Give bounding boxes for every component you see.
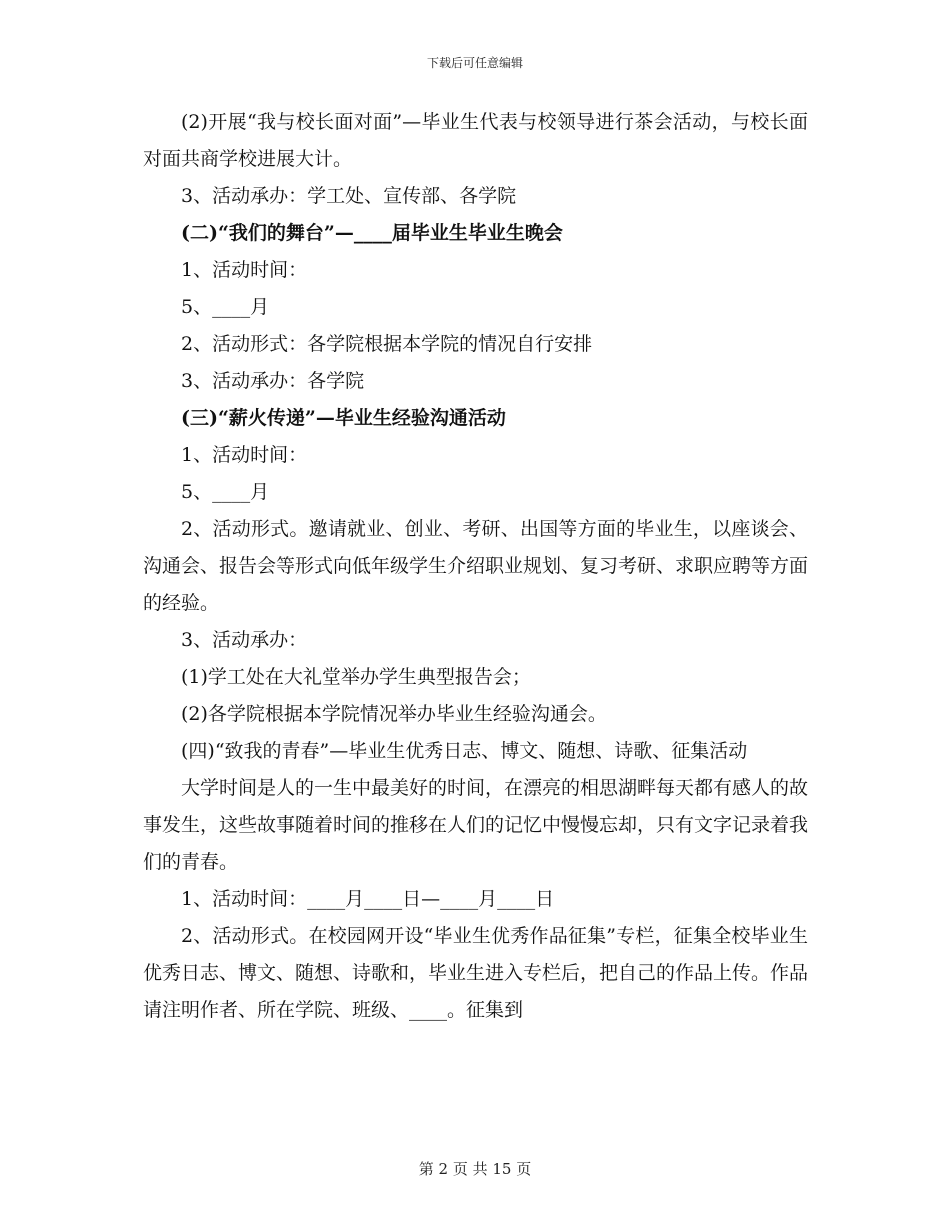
paragraph: 1、活动时间： <box>181 444 308 466</box>
paragraph: 1、活动时间： <box>181 259 308 281</box>
paragraph: 2、活动形式。邀请就业、创业、考研、出国等方面的毕业生，以座谈会、沟通会、报告会等形式向低年级学生介绍职业规划、复习考研、求职应聘等方面的经验。 <box>143 518 809 614</box>
document-body <box>143 104 808 1029</box>
section-heading: (四)“致我的青春”—毕业生优秀日志、博文、随想、诗歌、征集活动 <box>181 740 748 762</box>
page-header: 下载后可任意编辑 <box>426 56 523 70</box>
paragraph: 5、____月 <box>181 481 270 503</box>
paragraph: 大学时间是人的一生中最美好的时间，在漂亮的相思湖畔每天都有感人的故事发生，这些故事随着时间的推移在人们的记忆中慢慢忘却，只有文字记录着我们的青春。 <box>143 777 809 873</box>
paragraph: 2、活动形式：各学院根据本学院的情况自行安排 <box>181 333 593 355</box>
paragraph: (2)各学院根据本学院情况举办毕业生经验沟通会。 <box>181 703 607 725</box>
paragraph: (2)开展“我与校长面对面”—毕业生代表与校领导进行茶会活动，与校长面对面共商学校进展大计。 <box>143 111 808 170</box>
paragraph: 3、活动承办： <box>181 629 308 651</box>
paragraph: 3、活动承办：各学院 <box>181 370 365 392</box>
page-footer: 第 2 页 共 15 页 <box>418 1160 532 1178</box>
paragraph: 2、活动形式。在校园网开设“毕业生优秀作品征集”专栏，征集全校毕业生优秀日志、博文、随想、诗歌和，毕业生进入专栏后，把自己的作品上传。作品请注明作者、所在学院、班级、____。征集到 <box>143 925 809 1021</box>
paragraph: (1)学工处在大礼堂举办学生典型报告会； <box>181 666 531 688</box>
paragraph: 1、活动时间：____月____日—____月____日 <box>181 888 555 910</box>
section-heading: (三)“薪火传递”—毕业生经验沟通活动 <box>181 407 506 429</box>
section-heading: (二)“我们的舞台”—____届毕业生毕业生晚会 <box>181 222 563 244</box>
paragraph: 3、活动承办：学工处、宣传部、各学院 <box>181 185 517 207</box>
paragraph: 5、____月 <box>181 296 270 318</box>
